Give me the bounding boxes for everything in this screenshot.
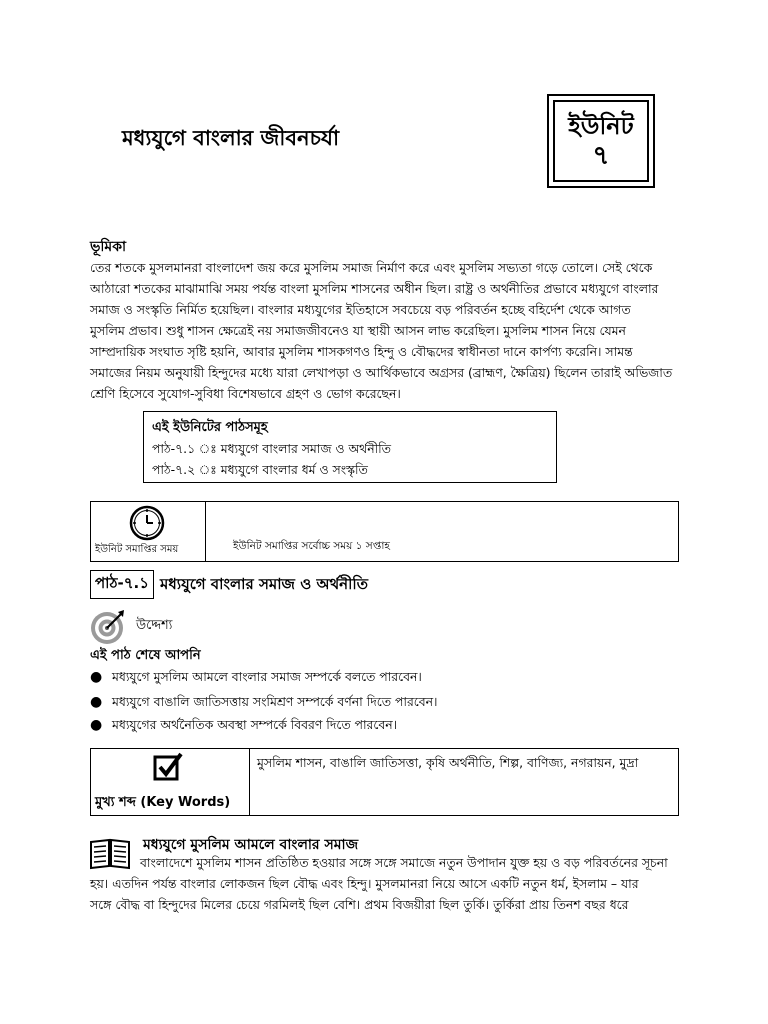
objective-item [90, 694, 438, 714]
unit-number: ৭ [592, 141, 610, 171]
lesson-item: পাঠ-৭.১ ঃ মধ্যযুগে বাংলার সমাজ ও অর্থনীতি [152, 441, 391, 456]
lesson-item: পাঠ-৭.২ ঃ মধ্যযুগে বাংলার ধর্ম ও সংস্কৃতি [152, 462, 368, 477]
objective-text: মধ্যযুগে মুসলিম আমলে বাংলার সমাজ সম্পর্কে বলতে পারবেন। [112, 669, 422, 684]
target-icon [90, 608, 128, 646]
section-line: হয়। এতদিন পর্যন্ত বাংলার লোকজন ছিল বৌদ্ধ এবং হিন্দু। মুসলমানরা নিয়ে আসে একটি নতুন ধর্ম, ইসলাম – যার [90, 876, 639, 891]
page-title: মধ্যযুগে বাংলার জীবনচর্যা [122, 126, 340, 150]
clock-icon [129, 505, 165, 541]
keywords-text: মুসলিম শাসন, বাঙালি জাতিসত্তা, কৃষি অর্থনীতি, শিল্প, বাণিজ্য, নগরায়ন, মুদ্রা [257, 755, 639, 770]
objective-text: মধ্যযুগের অর্থনৈতিক অবস্থা সম্পর্কে বিবরণ দিতে পারবেন। [112, 717, 398, 732]
objective-intro: এই পাঠ শেষে আপনি [90, 648, 201, 663]
unit-badge [547, 94, 655, 188]
keywords-label: মুখ্য শব্দ (Key Words) [95, 795, 231, 810]
unit-label: ইউনিট [568, 112, 634, 140]
unit-badge-inner [553, 100, 649, 182]
lesson-title: মধ্যযুগে বাংলার সমাজ ও অর্থনীতি [160, 575, 368, 593]
intro-line: সমাজ ও সংস্কৃতি নির্মিত হয়েছিল। বাংলার মধ্যযুগের ইতিহাসে সবচেয়ে বড় পরিবর্তন হচ্ছে বহির্দেশ থেকে আগত [90, 302, 631, 317]
objective-text: মধ্যযুগে বাঙালি জাতিসত্তায় সংমিশ্রণ সম্পর্কে বর্ণনা দিতে পারবেন। [112, 694, 438, 709]
intro-line: শ্রেণি হিসেবে সুযোগ-সুবিধা বিশেষভাবে গ্রহণ ও ভোগ করেছেন। [90, 386, 401, 401]
unit-max-time: ইউনিট সমাপ্তির সর্বোচ্চ সময় ১ সপ্তাহ [233, 540, 390, 552]
unit-time-box [90, 501, 679, 562]
intro-heading: ভূমিকা [90, 239, 127, 255]
objective-label: উদ্দেশ্য [136, 618, 173, 633]
bullet-icon: ● [90, 694, 103, 710]
section-paragraph [90, 852, 680, 915]
lessons-box [143, 411, 557, 483]
intro-line: মুসলিম প্রভাব। শুধু শাসন ক্ষেত্রেই নয় সমাজজীবনেও যা স্থায়ী আসন লাভ করেছিল। মুসলিম শাসন নিয়ে যেমন [90, 323, 626, 338]
bullet-icon: ● [90, 669, 103, 685]
checkbox-icon [153, 752, 183, 782]
unit-time-label: ইউনিট সমাপ্তির সময় [95, 544, 179, 555]
lessons-title: এই ইউনিটের পাঠসমূহ [152, 420, 268, 435]
section-line: বাংলাদেশে মুসলিম শাসন প্রতিষ্ঠিত হওয়ার সঙ্গে সঙ্গে সমাজে নতুন উপাদান যুক্ত হয় ও বড় পরিবর্তনের সূচনা [140, 855, 668, 870]
time-box-divider [205, 502, 206, 561]
section-line: সঙ্গে বৌদ্ধ বা হিন্দুদের মিলের চেয়ে গরমিলই ছিল বেশি। প্রথম বিজয়ীরা ছিল তুর্কি। তুর্কিরা প্রায় তিনশ বছর ধরে [90, 897, 629, 912]
intro-line: সমাজের নিয়ম অনুযায়ী হিন্দুদের মধ্যে যারা লেখাপড়া ও আর্থিকভাবে অগ্রসর (ব্রাহ্মণ, ক্ষৈত্রিয়) ছিলেন তারাই অভিজাত [90, 365, 673, 380]
objective-item [90, 669, 422, 689]
section-heading: মধ্যযুগে মুসলিম আমলে বাংলার সমাজ [143, 837, 359, 853]
keywords-box [90, 748, 679, 816]
intro-line: সাম্প্রদায়িক সংঘাত সৃষ্টি হয়নি, আবার মুসলিম শাসকগণও হিন্দু ও বৌদ্ধদের স্বাধীনতা দানে কার্পণ্য করেনি। সামন্ত [90, 344, 633, 359]
keywords-divider [249, 749, 250, 815]
lesson-code: পাঠ-৭.১ [90, 570, 154, 599]
intro-paragraph [90, 257, 680, 404]
objective-item [90, 717, 397, 737]
intro-line: আঠারো শতকের মাঝামাঝি সময় পর্যন্ত বাংলা মুসলিম শাসনের অধীন ছিল। রাষ্ট্র ও অর্থনীতির প্রভাবে মধ্যযুগে বাংলার [90, 281, 659, 296]
bullet-icon: ● [90, 717, 103, 733]
intro-line: তের শতকে মুসলমানরা বাংলাদেশ জয় করে মুসলিম সমাজ নির্মাণ করে এবং মুসলিম সভ্যতা গড়ে তোলে। সেই থেকে [90, 260, 653, 275]
